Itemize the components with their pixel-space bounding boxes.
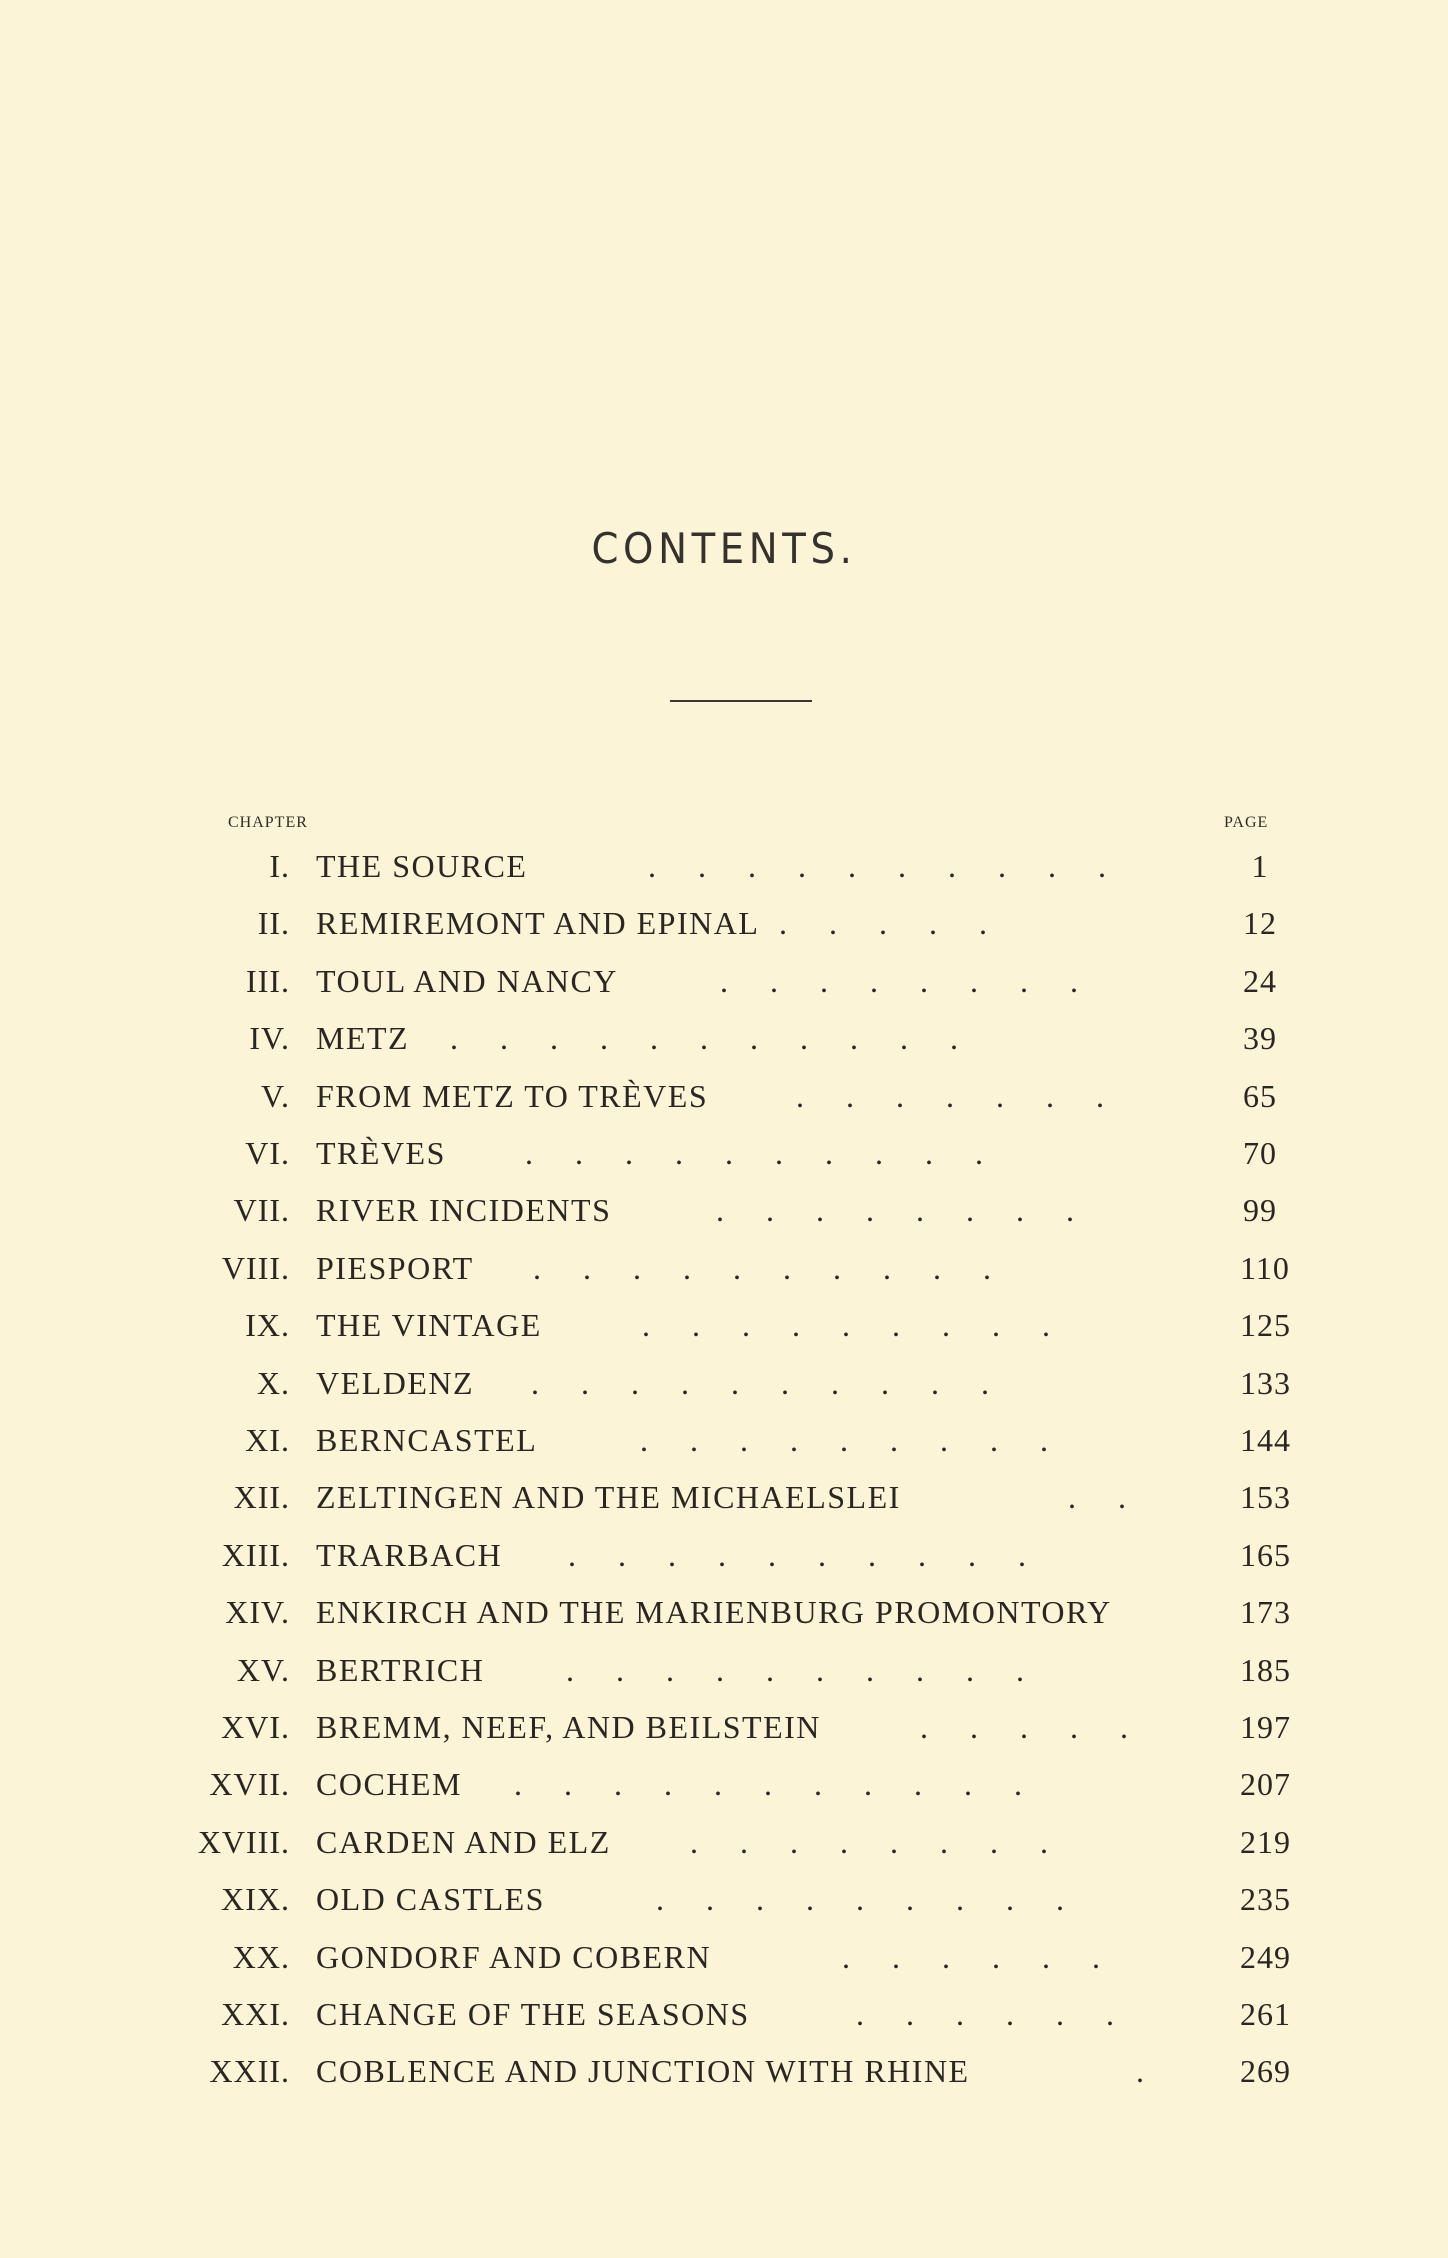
- page-number: 185: [1240, 1651, 1291, 1688]
- chapter-numeral: I.: [269, 848, 290, 884]
- page-number: 153: [1240, 1479, 1291, 1516]
- page-number: 70: [1243, 1135, 1277, 1171]
- dot-leader: . . . . . . . . . . .: [450, 1020, 975, 1057]
- page-number: 125: [1240, 1307, 1291, 1344]
- chapter-title: TRÈVES: [316, 1135, 446, 1171]
- chapter-numeral: II.: [257, 905, 290, 942]
- toc-entry: [0, 1875, 1448, 1923]
- chapter-numeral: XVIII.: [197, 1823, 290, 1860]
- dot-leader: . . . . . . . . . . .: [514, 1766, 1039, 1803]
- chapter-numeral: III.: [246, 962, 290, 999]
- dot-leader: . . . . . . . .: [716, 1192, 1091, 1229]
- page-number: 110: [1240, 1249, 1290, 1286]
- dot-leader: .: [1136, 2053, 1161, 2090]
- toc-entry: [0, 2047, 1448, 2095]
- page-number: 173: [1240, 1594, 1291, 1631]
- page-number: 235: [1240, 1881, 1291, 1918]
- dot-leader: . . . . . . . . . .: [525, 1135, 1000, 1171]
- toc-entry: [0, 899, 1448, 947]
- toc-entry: [0, 957, 1448, 1005]
- chapter-numeral: XVI.: [221, 1709, 290, 1745]
- dot-leader: . . . . . . . . . .: [568, 1536, 1043, 1573]
- dot-leader: . . . . . . . . .: [656, 1881, 1081, 1918]
- dot-leader: . . . . . . . . . .: [533, 1249, 1008, 1286]
- chapter-numeral: XV.: [236, 1651, 290, 1688]
- chapter-title: BERNCASTEL: [316, 1422, 538, 1458]
- dot-leader: . . . . . . . . . .: [531, 1364, 1006, 1401]
- page-number: 197: [1240, 1709, 1291, 1745]
- toc-entry: [0, 1244, 1448, 1292]
- chapter-title: BERTRICH: [316, 1651, 485, 1688]
- toc-entry: [0, 1072, 1448, 1120]
- page-number: 65: [1243, 1077, 1277, 1114]
- page-number: 219: [1240, 1823, 1291, 1860]
- chapter-title: CHANGE OF THE SEASONS: [316, 1996, 750, 2032]
- dot-leader: . . . . . .: [856, 1996, 1131, 2032]
- page-number: 1: [1251, 848, 1269, 884]
- chapter-numeral: VII.: [233, 1192, 290, 1229]
- chapter-title: VELDENZ: [316, 1364, 475, 1401]
- chapter-title: GONDORF AND COBERN: [316, 1938, 712, 1975]
- dot-leader: . . . . .: [779, 905, 1004, 942]
- chapter-title: PIESPORT: [316, 1249, 474, 1286]
- toc-entry: [0, 1588, 1448, 1636]
- chapter-title: RIVER INCIDENTS: [316, 1192, 612, 1229]
- chapter-numeral: XVII.: [209, 1766, 290, 1803]
- toc-entry: [0, 1760, 1448, 1808]
- chapter-column-label: CHAPTER: [228, 814, 308, 831]
- dot-leader: . .: [1068, 1479, 1143, 1516]
- toc-entry: [0, 1359, 1448, 1407]
- chapter-numeral: X.: [256, 1364, 290, 1401]
- chapter-numeral: XI.: [245, 1422, 290, 1458]
- chapter-title: COBLENCE AND JUNCTION WITH RHINE: [316, 2053, 970, 2090]
- page-title: CONTENTS.: [591, 524, 857, 573]
- toc-entry: [0, 1646, 1448, 1694]
- chapter-title: OLD CASTLES: [316, 1881, 545, 1918]
- page-column-label: PAGE: [1224, 814, 1269, 831]
- chapter-title: ENKIRCH AND THE MARIENBURG PROMONTORY: [316, 1594, 1112, 1631]
- chapter-title: FROM METZ TO TRÈVES: [316, 1077, 709, 1114]
- page-number: 12: [1243, 905, 1277, 942]
- chapter-numeral: XX.: [232, 1938, 290, 1975]
- dot-leader: . . . . . . . . . .: [566, 1651, 1041, 1688]
- chapter-numeral: IV.: [249, 1020, 290, 1057]
- page-number: 249: [1240, 1938, 1291, 1975]
- chapter-numeral: XIX.: [221, 1881, 290, 1918]
- chapter-title: THE VINTAGE: [316, 1307, 542, 1344]
- chapter-title: TRARBACH: [316, 1536, 503, 1573]
- dot-leader: . . . . . . .: [796, 1077, 1121, 1114]
- toc-entry: [0, 1818, 1448, 1866]
- toc-entry: [0, 1531, 1448, 1579]
- chapter-numeral: XIV.: [225, 1594, 290, 1631]
- toc-entry: [0, 1186, 1448, 1234]
- toc-entry: [0, 842, 1448, 890]
- dot-leader: . . . . . .: [842, 1938, 1117, 1975]
- chapter-numeral: XXII.: [209, 2053, 290, 2090]
- chapter-numeral: XXI.: [221, 1996, 290, 2032]
- page-number: 39: [1243, 1020, 1277, 1057]
- chapter-title: ZELTINGEN AND THE MICHAELSLEI: [316, 1479, 901, 1516]
- dot-leader: . . . . . . . .: [690, 1823, 1065, 1860]
- dot-leader: . . . . .: [920, 1709, 1145, 1745]
- chapter-title: COCHEM: [316, 1766, 462, 1803]
- toc-entry: [0, 1990, 1448, 2038]
- chapter-title: THE SOURCE: [316, 848, 528, 884]
- toc-entry: [0, 1014, 1448, 1062]
- page-number: 99: [1243, 1192, 1277, 1229]
- chapter-numeral: VI.: [245, 1135, 290, 1171]
- dot-leader: . . . . . . . . . .: [648, 848, 1123, 884]
- dot-leader: . . . . . . . . .: [640, 1422, 1065, 1458]
- page-number: 24: [1243, 962, 1277, 999]
- chapter-numeral: XII.: [233, 1479, 290, 1516]
- title-rule: [670, 700, 812, 702]
- page-number: 269: [1240, 2053, 1291, 2090]
- chapter-title: METZ: [316, 1020, 410, 1057]
- dot-leader: . . . . . . . .: [720, 962, 1095, 999]
- toc-entry: [0, 1129, 1448, 1177]
- toc-entry: [0, 1933, 1448, 1981]
- chapter-numeral: IX.: [245, 1307, 290, 1344]
- toc-entry: [0, 1473, 1448, 1521]
- page-number: 261: [1240, 1996, 1291, 2032]
- chapter-title: REMIREMONT AND EPINAL: [316, 905, 760, 942]
- chapter-numeral: V.: [261, 1077, 290, 1114]
- chapter-numeral: VIII.: [221, 1249, 290, 1286]
- chapter-numeral: XIII.: [221, 1536, 290, 1573]
- toc-entry: [0, 1416, 1448, 1464]
- chapter-title: BREMM, NEEF, AND BEILSTEIN: [316, 1709, 821, 1745]
- toc-entry: [0, 1703, 1448, 1751]
- dot-leader: . . . . . . . . .: [642, 1307, 1067, 1344]
- page-number: 207: [1240, 1766, 1291, 1803]
- chapter-title: CARDEN AND ELZ: [316, 1823, 611, 1860]
- page-number: 133: [1240, 1364, 1291, 1401]
- page-number: 144: [1240, 1422, 1291, 1458]
- toc-entry: [0, 1301, 1448, 1349]
- chapter-title: TOUL AND NANCY: [316, 962, 618, 999]
- page-number: 165: [1240, 1536, 1291, 1573]
